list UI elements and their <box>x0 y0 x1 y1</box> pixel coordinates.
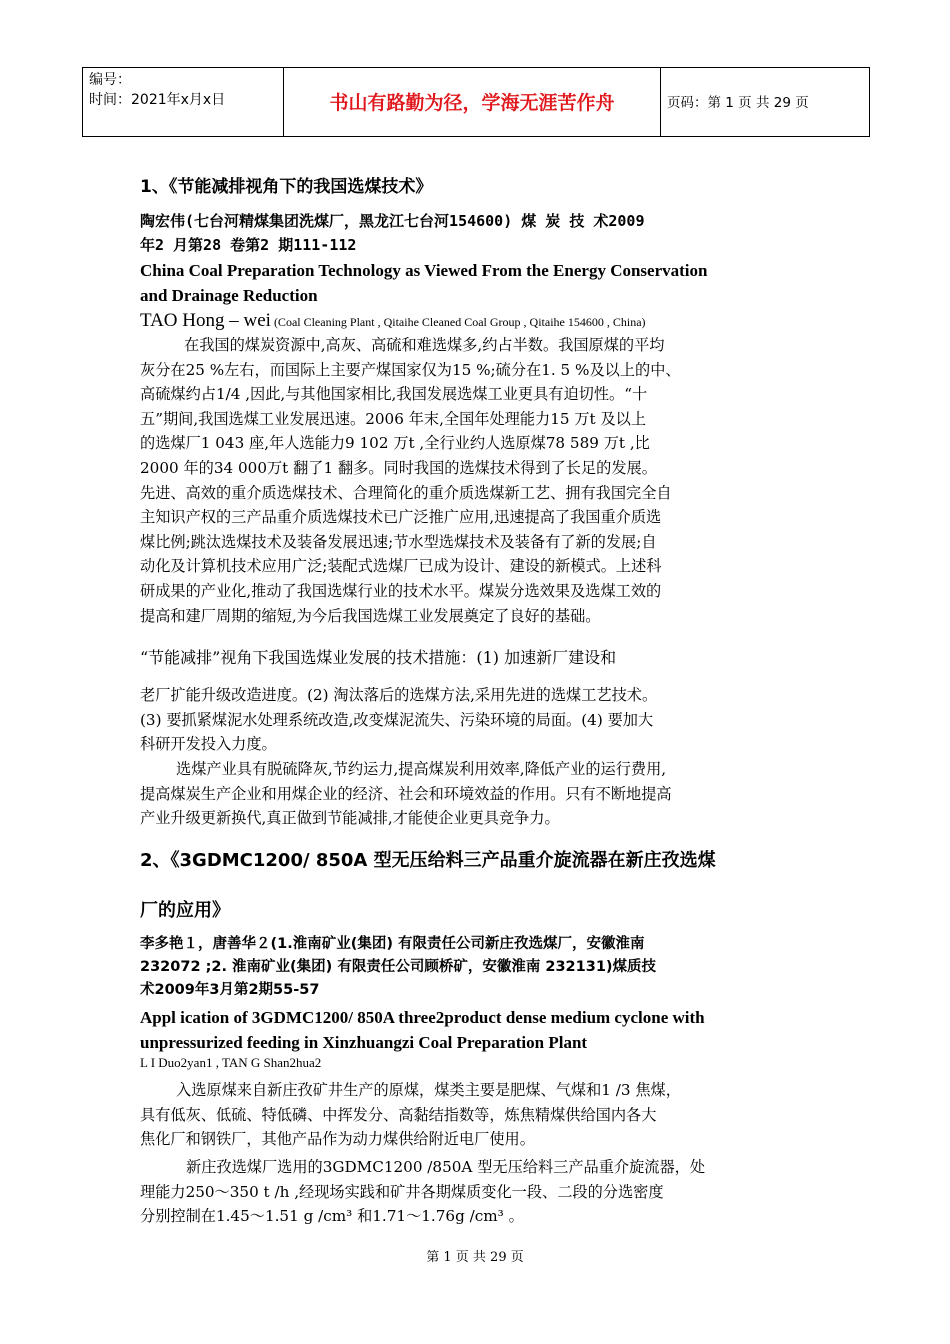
text-line: 理能力250～350 t /h ,经现场实践和矿井各期煤质变化一段、二段的分选密度 <box>140 1182 664 1201</box>
text-line: 科研开发投入力度。 <box>140 735 277 754</box>
article1-paragraph-3 <box>140 757 810 831</box>
article1-english-title <box>140 258 810 308</box>
header-page-label: 页码：第 1 页 共 29 页 <box>667 95 809 111</box>
article2-authors-line: 232072 ;2. 淮南矿业(集团) 有限责任公司顾桥矿，安徽淮南 232131)煤质技 <box>140 959 657 975</box>
article2-authors-line: 术2009年3月第2期55-57 <box>140 982 320 998</box>
article2-english-title <box>140 1005 810 1055</box>
article2-english-title-line: unpressurized feeding in Xinzhuangzi Coal Preparation Plant <box>140 1033 588 1052</box>
text-line: 分别控制在1.45～1.51 g /cm³ 和1.71～1.76g /cm³ 。 <box>140 1207 524 1226</box>
article2-english-title-line: Appl ication of 3GDMC1200/ 850A three2product dense medium cyclone with <box>140 1008 705 1027</box>
article2-authors <box>140 933 810 1002</box>
article1-authors-line: 陶宏伟(七台河精煤集团洗煤厂，黑龙江七台河154600) 煤 炭 技 术2009 <box>140 212 645 230</box>
article2-authors-line: 李多艳１，唐善华２(1.淮南矿业(集团) 有限责任公司新庄孜选煤厂，安徽淮南 <box>140 936 645 952</box>
header-motto: 书山有路勤为径，学海无涯苦作舟 <box>284 68 661 136</box>
document-number-label: 编号： <box>89 72 131 88</box>
article1-authors <box>140 209 810 257</box>
article1-english-title-line: China Coal Preparation Technology as Viewed From the Energy Conservation <box>140 261 708 280</box>
text-line: 研成果的产业化,推动了我国选煤行业的技术水平。煤炭分选效果及选煤工效的 <box>140 581 662 600</box>
text-line: 具有低灰、低硫、特低磷、中挥发分、高黏结指数等，炼焦精煤供给国内各大 <box>140 1105 657 1124</box>
article2-title-line-1: 2、《3GDMC1200/ 850A 型无压给料三产品重介旋流器在新庄孜选煤 <box>140 850 716 871</box>
article2-title-line-2: 厂的应用》 <box>140 900 230 921</box>
article1-authors-line: 年2 月第28 卷第2 期111-112 <box>140 236 357 254</box>
text-line: 老厂扩能升级改造进度。(2) 淘汰落后的选煤方法,采用先进的选煤工艺技术。 <box>140 686 658 704</box>
article2-english-authors: L I Duo2yan1 , TAN G Shan2hua2 <box>140 1055 322 1070</box>
text-line: 选煤产业具有脱硫降灰,节约运力,提高煤炭利用效率,降低产业的运行费用, <box>176 760 667 778</box>
document-time-label: 时间：2021年x月x日 <box>89 92 226 108</box>
article1-english-author-affiliation: (Coal Cleaning Plant , Qitaihe Cleaned Coal Group , Qitaihe 154600 , China) <box>270 315 646 329</box>
article1-paragraph-2-lead: “节能减排”视角下我国选煤业发展的技术措施：(1) 加速新厂建设和 <box>140 648 617 667</box>
text-line: 主知识产权的三产品重介质选煤技术已广泛推广应用,迅速提高了我国重介质选 <box>140 508 662 527</box>
article1-paragraph-1 <box>140 333 810 628</box>
header-meta-cell <box>83 68 284 136</box>
text-line: 提高和建厂周期的缩短,为今后我国选煤工业发展奠定了良好的基础。 <box>140 606 601 625</box>
article1-english-title-line: and Drainage Reduction <box>140 286 318 305</box>
text-line: 先进、高效的重介质选煤技术、合理简化的重介质选煤新工艺、拥有我国完全自 <box>140 483 672 502</box>
text-line: 焦化厂和钢铁厂，其他产品作为动力煤供给附近电厂使用。 <box>140 1130 535 1149</box>
text-line: 2000 年的34 000万t 翻了1 翻多。同时我国的选煤技术得到了长足的发展。 <box>140 458 657 477</box>
article1-paragraph-2 <box>140 683 810 757</box>
text-line: 产业升级更新换代,真正做到节能减排,才能使企业更具竞争力。 <box>140 809 560 828</box>
text-line: 高硫煤约占1/4 ,因此,与其他国家相比,我国发展选煤工业更具有迫切性。“十 <box>140 385 648 404</box>
article1-english-authors <box>140 310 810 332</box>
page-header-table <box>82 67 870 137</box>
text-line: 入选原煤来自新庄孜矿井生产的原煤，煤类主要是肥煤、气煤和1 /3 焦煤， <box>176 1081 681 1099</box>
article2-paragraph-2 <box>140 1155 810 1229</box>
text-line: 新庄孜选煤厂选用的3GDMC1200 /850A 型无压给料三产品重介旋流器，处 <box>186 1158 706 1176</box>
text-line: 煤比例;跳汰选煤技术及装备发展迅速;节水型选煤技术及装备有了新的发展;自 <box>140 532 657 551</box>
text-line: 灰分在25 %左右，而国际上主要产煤国家仅为15 %;硫分在1. 5 %及以上的中、 <box>140 360 681 379</box>
article1-english-author-name: TAO Hong – wei <box>140 310 271 331</box>
text-line: 五”期间,我国选煤工业发展迅速。2006 年末,全国年处理能力15 万t 及以上 <box>140 409 647 428</box>
article1-title: 1、《节能减排视角下的我国选煤技术》 <box>140 177 433 197</box>
text-line: 的选煤厂1 043 座,年人选能力9 102 万t ,全行业约人选原煤78 589 万t ,比 <box>140 434 650 453</box>
text-line: 提高煤炭生产企业和用煤企业的经济、社会和环境效益的作用。只有不断地提高 <box>140 784 672 803</box>
text-line: (3) 要抓紧煤泥水处理系统改造,改变煤泥流失、污染环境的局面。(4) 要加大 <box>140 710 654 729</box>
text-line: 在我国的煤炭资源中,高灰、高硫和难选煤多,约占半数。我国原煤的平均 <box>184 336 665 354</box>
article2-paragraph-1 <box>140 1078 810 1152</box>
text-line: 动化及计算机技术应用广泛;装配式选煤厂已成为设计、建设的新模式。上述科 <box>140 557 662 576</box>
page-footer: 第 1 页 共 29 页 <box>426 1250 524 1265</box>
